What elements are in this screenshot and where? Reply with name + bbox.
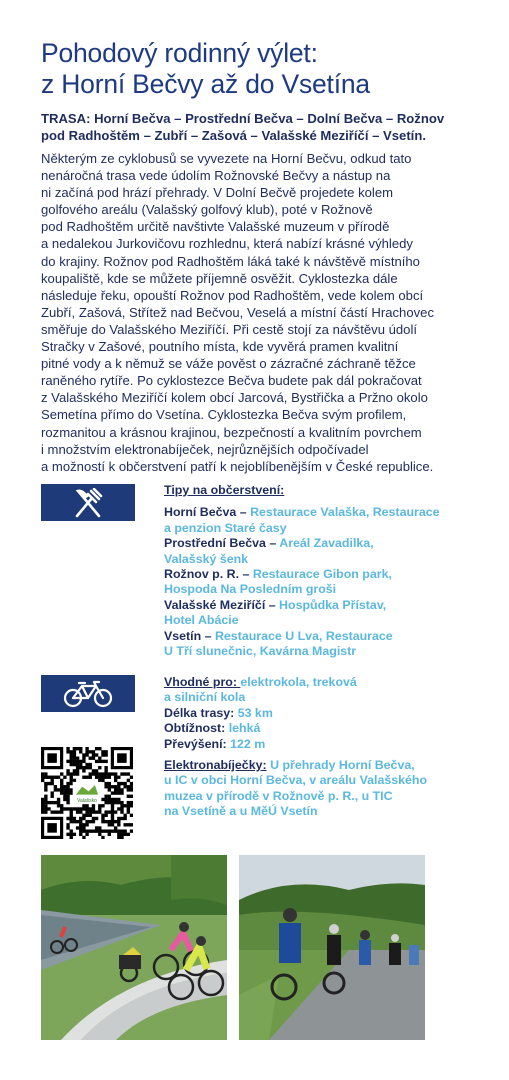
chargers-row: u IC v obci Horní Bečva, v areálu Valašského	[164, 773, 428, 788]
description-line: i množstvím elektronabíječek, nejrůznějších odpočívadel	[41, 441, 369, 457]
description-line: a možností k občerstvení patří k nejoblíbenějším v České republice.	[41, 458, 434, 474]
bike-icon-box	[41, 675, 135, 712]
description-line: z Valašského Meziříčí kolem obcí Jarcová, Bystřička a Pržno okolo	[41, 390, 428, 406]
route-line-2: pod Radhoštěm – Zubří – Zašová – Valašské Meziříčí – Vsetín.	[41, 128, 426, 143]
bike-row-label: Délka trasy:	[164, 705, 238, 720]
description-line: Stračky v Zašové, poutního místa, kde vyvěrá pramen kvalitní	[41, 339, 399, 355]
bike-row-value: 122 m	[230, 736, 266, 751]
bike-row	[164, 721, 484, 736]
food-row	[164, 505, 484, 520]
title-line-2: z Horní Bečvy až do Vsetína	[41, 69, 370, 99]
bike-row	[164, 737, 484, 752]
food-row	[164, 598, 484, 613]
food-tips	[164, 483, 484, 659]
bike-row-value: elektrokola, treková	[240, 675, 357, 689]
description-line: koupaliště, kde se můžete příjemně osvěžit. Cyklostezka dále	[41, 270, 398, 286]
food-row-value: Hotel Abácie	[164, 613, 239, 628]
description-line: golfového areálu (Valašský golfový klub), poté v Rožnově	[41, 202, 373, 218]
food-row-value: a penzion Staré časy	[164, 520, 287, 535]
food-row-value: U Tří slunečnic, Kavárna Magistr	[164, 644, 357, 659]
food-heading: Tipy na občerstvení:	[164, 483, 285, 497]
chargers-row: na Vsetíně a u MěÚ Vsetín	[164, 804, 318, 819]
description-paragraph	[41, 150, 491, 475]
food-icon-box	[41, 484, 135, 521]
chargers-row: muzea v přírodě v Rožnově p. R., u TIC	[164, 788, 393, 803]
bike-row-label: Vhodné pro:	[164, 675, 241, 689]
bike-row-value: lehká	[228, 721, 261, 736]
fork-knife-icon	[68, 488, 108, 518]
bike-info	[164, 675, 484, 752]
description-line: pod Radhoštěm určitě navštivte Valašské muzeum v přírodě	[41, 219, 390, 235]
route-line-1: TRASA: Horní Bečva – Prostřední Bečva – Dolní Bečva – Rožnov	[41, 111, 445, 126]
chargers-value: U přehrady Horní Bečva,	[266, 758, 415, 772]
bike-row	[164, 706, 484, 721]
qr-code[interactable]	[41, 747, 133, 839]
description-line: následuje řeku, opouští Rožnov pod Radhoštěm, vede kolem obcí	[41, 287, 424, 303]
photo-family-cyclists	[41, 855, 227, 1040]
description-line: směřuje do Valašského Meziříčí. Při cestě stojí za návštěvu údolí	[41, 321, 418, 337]
chargers-row	[164, 758, 484, 773]
description-line: Některým ze cyklobusů se vyvezete na Horní Bečvu, odkud tato	[41, 151, 412, 166]
photo-group-cyclists	[239, 855, 425, 1040]
route-summary	[41, 110, 481, 144]
food-row-label: Horní Bečva –	[164, 505, 251, 520]
description-line: pitné vody a k němuž se váže pověst o zázračné záchraně těžce	[41, 356, 416, 372]
food-row	[164, 521, 484, 536]
page-title	[41, 38, 481, 100]
food-row-label: Vsetín –	[164, 628, 215, 643]
food-row-value: Restaurace Valaška, Restaurace	[250, 505, 440, 520]
bike-row-label: Obtížnost:	[164, 721, 229, 736]
food-row-value: Hospůdka Přístav,	[279, 597, 387, 612]
description-line: Zubří, Zašová, Střítež nad Bečvou, Veselá a místní částí Hrachovec	[41, 304, 434, 320]
food-row	[164, 552, 484, 567]
food-row-label: Prostřední Bečva –	[164, 536, 280, 551]
description-line: do krajiny. Rožnov pod Radhoštěm láká také k návštěvě místního	[41, 253, 420, 269]
food-row-value: Restaurace Gibon park,	[252, 567, 392, 582]
title-line-1: Pohodový rodinný výlet:	[41, 38, 318, 68]
bike-row-value: a silniční kola	[164, 690, 246, 705]
bike-row	[164, 690, 484, 705]
chargers-heading: Elektronabíječky:	[164, 758, 267, 772]
description-line: a nedalekou Jurkovičovu rozhlednu, která nabízí krásné výhledy	[41, 236, 413, 252]
description-line: nenáročná trasa vede údolím Rožnovské Bečvy a nástup na	[41, 168, 391, 184]
description-line: raněného rytíře. Po cyklostezce Bečva budete pak dál pokračovat	[41, 373, 422, 389]
description-line: ni začíná pod hrází přehrady. V Dolní Bečvě projedete kolem	[41, 185, 394, 201]
description-line: Semetína přímo do Vsetína. Cyklostezka Bečva svým profilem,	[41, 407, 407, 423]
food-row	[164, 629, 484, 644]
bike-row	[164, 675, 484, 690]
food-row	[164, 613, 484, 628]
food-row	[164, 582, 484, 597]
food-row-value: Valašský šenk	[164, 551, 249, 566]
qr-logo-text: Valašsko	[77, 797, 97, 804]
bicycle-icon	[63, 680, 113, 708]
food-row	[164, 536, 484, 551]
food-row-value: Areál Zavadilka,	[279, 536, 374, 551]
food-row	[164, 644, 484, 659]
food-row-label: Rožnov p. R. –	[164, 567, 253, 582]
food-list	[164, 505, 484, 659]
food-row-value: Restaurace U Lva, Restaurace	[214, 628, 393, 643]
food-row-label: Valašské Meziříčí –	[164, 597, 280, 612]
food-row-value: Hospoda Na Posledním groši	[164, 582, 337, 597]
bike-row-value: 53 km	[237, 705, 273, 720]
description-line: rozmanitou a krásnou krajinou, bezpečností a kvalitním povrchem	[41, 424, 422, 440]
chargers-info	[164, 758, 484, 820]
food-row	[164, 567, 484, 582]
bike-row-label: Převýšení:	[164, 736, 231, 751]
